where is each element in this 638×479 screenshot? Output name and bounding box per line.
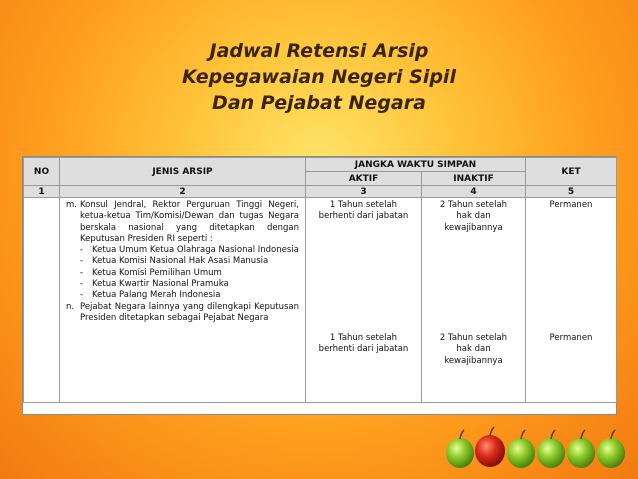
inaktif-cell	[422, 198, 526, 403]
aktif-cell	[306, 198, 422, 403]
bullet-item: - Ketua Komisi Nasional Hak Asasi Manusia	[80, 256, 269, 267]
header-aktif: AKTIF	[306, 172, 422, 186]
apples-decoration	[444, 420, 638, 479]
ket-m: Permanen	[549, 200, 593, 210]
aktif-m-line1: 1 Tahun setelah	[329, 200, 398, 210]
aktif-m-line2: berhenti dari jabatan	[318, 211, 409, 222]
col-number-2: 2	[60, 186, 306, 198]
bullet-item: - Ketua Kwartir Nasional Pramuka	[80, 279, 229, 290]
item-text: Konsul Jendral, Rektor Perguruan Tinggi Negeri, ketua-ketua Tim/Komisi/Dewan dan tugas Negara berskala nasional yang ditetapkan dengan Keputusan Presiden RI seperti :	[80, 200, 299, 244]
apple-icon	[507, 430, 535, 468]
item-label: m.	[66, 200, 77, 210]
col-number-4: 4	[422, 186, 526, 198]
inaktif-m-line3: kewajibannya	[444, 222, 503, 233]
col-number-5: 5	[526, 186, 617, 198]
ket-n: Permanen	[549, 333, 593, 343]
item-text: Pejabat Negara lainnya yang dilengkapi Keputusan Presiden ditetapkan sebagai Pejabat Negara	[80, 301, 299, 323]
bullet-text: Ketua Kwartir Nasional Pramuka	[92, 279, 229, 290]
header-ket: KET	[526, 158, 617, 186]
item-label: n.	[66, 301, 75, 312]
bullet-item: - Ketua Komisi Pemilihan Umum	[80, 267, 222, 278]
inaktif-n-line2: hak dan	[456, 344, 491, 355]
col-number-1: 1	[24, 186, 60, 198]
header-inaktif: INAKTIF	[422, 172, 526, 186]
list-item-n	[66, 302, 299, 325]
ket-cell	[526, 198, 617, 403]
title-line-1: Jadwal Retensi Arsip	[209, 40, 429, 62]
apple-icon	[597, 430, 625, 468]
header-jenis-arsip: JENIS ARSIP	[60, 158, 306, 186]
apple-icon	[446, 430, 474, 468]
apple-icon	[475, 427, 505, 467]
title-line-2: Kepegawaian Negeri Sipil	[182, 66, 456, 88]
header-jangka-waktu: JANGKA WAKTU SIMPAN	[306, 158, 526, 172]
bullet-text: Ketua Komisi Nasional Hak Asasi Manusia	[92, 256, 269, 267]
inaktif-m-line2: hak dan	[456, 211, 491, 222]
bullet-text: Ketua Komisi Pemilihan Umum	[92, 267, 222, 278]
bullet-text: Ketua Umum Ketua Olahraga Nasional Indonesia	[92, 245, 299, 256]
bullet-item: - Ketua Umum Ketua Olahraga Nasional Indonesia	[80, 245, 299, 256]
title-line-3: Dan Pejabat Negara	[212, 92, 426, 114]
retention-table	[23, 157, 617, 403]
bullet-item: - Ketua Palang Merah Indonesia	[80, 290, 221, 301]
list-item-m	[66, 200, 299, 245]
retention-table-container	[22, 156, 617, 415]
col-number-3: 3	[306, 186, 422, 198]
no-cell	[24, 198, 60, 403]
inaktif-m-line1: 2 Tahun setelah	[439, 200, 508, 210]
bullet-text: Ketua Palang Merah Indonesia	[92, 290, 221, 301]
aktif-n-line1: 1 Tahun setelah	[329, 333, 398, 343]
slide-title	[0, 38, 638, 116]
inaktif-n-line3: kewajibannya	[444, 355, 503, 366]
inaktif-n-line1: 2 Tahun setelah	[439, 333, 508, 343]
apple-icon	[537, 430, 565, 468]
header-no: NO	[24, 158, 60, 186]
apple-icon	[567, 430, 595, 468]
aktif-n-line2: berhenti dari jabatan	[318, 344, 409, 355]
jenis-arsip-cell	[60, 198, 306, 403]
